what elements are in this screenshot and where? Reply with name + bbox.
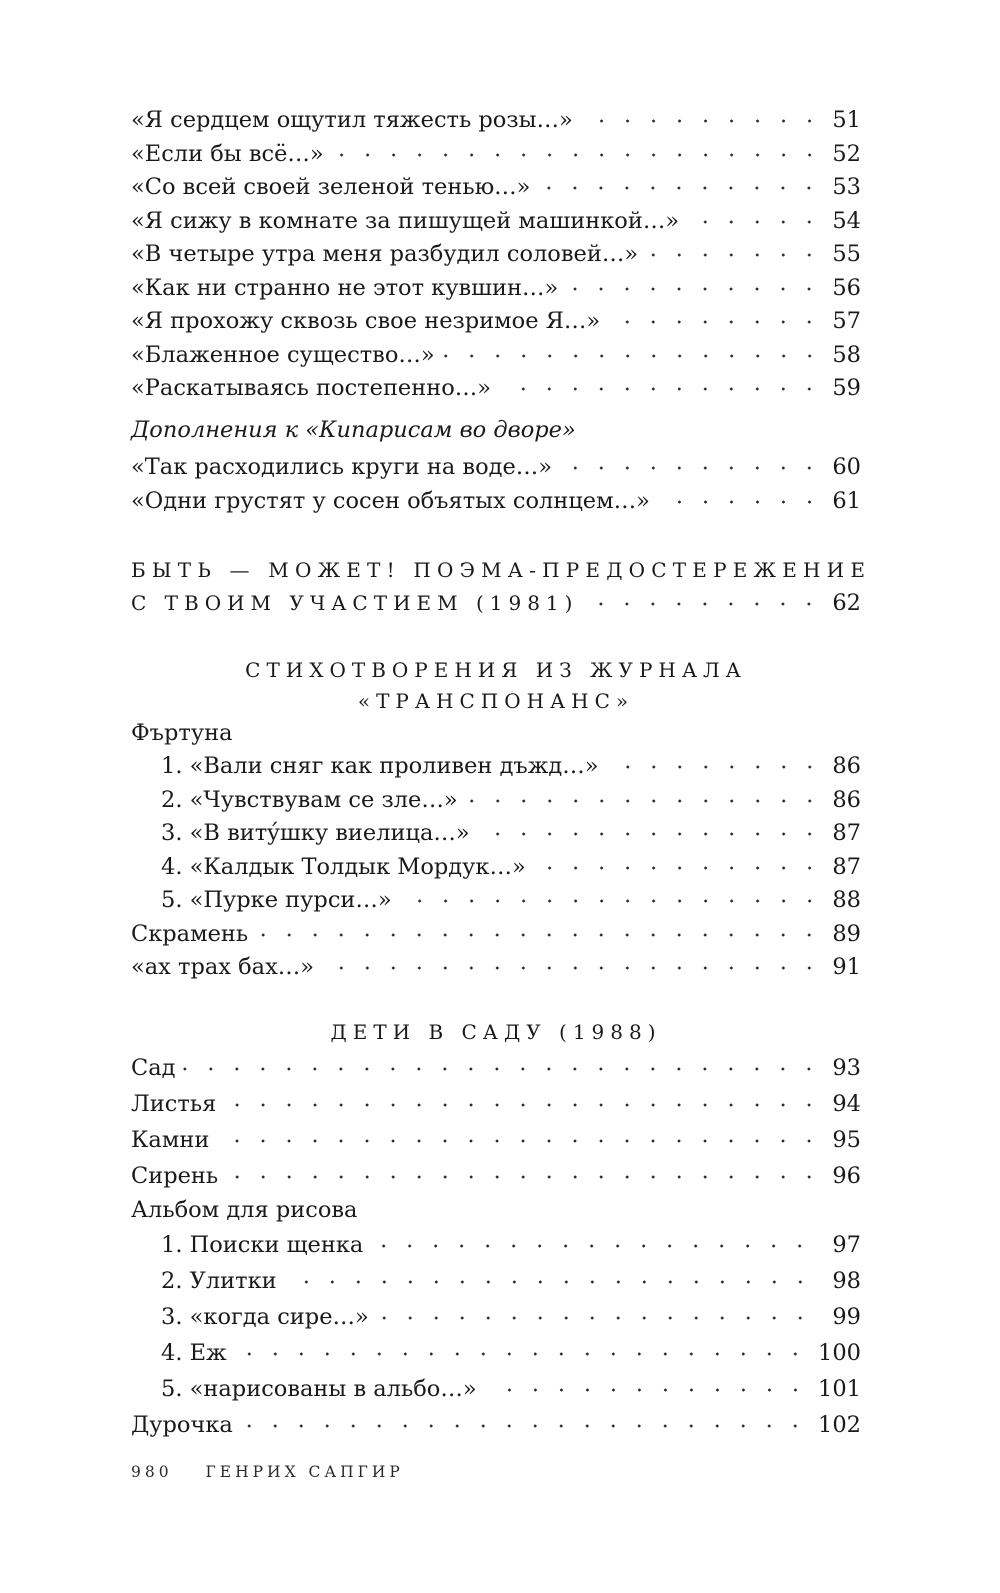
entry-title: 2. Улитки (161, 1268, 277, 1294)
toc-entry[interactable] (131, 1158, 861, 1194)
leader-dots (534, 863, 823, 873)
page-number: 95 (832, 1126, 861, 1153)
page-footer (131, 1463, 404, 1481)
leader-dots (235, 1349, 808, 1359)
entry-title: «Одни грустят у сосен объятых солнцем…» (131, 487, 650, 514)
page-number: 102 (818, 1412, 861, 1438)
page-number: 86 (832, 786, 861, 813)
toc-entry[interactable] (131, 171, 861, 205)
footer-page-number: 980 (131, 1463, 173, 1481)
toc-entry[interactable] (131, 587, 861, 621)
leader-dots (443, 351, 823, 361)
toc-entry[interactable] (131, 817, 861, 851)
toc-entry[interactable] (131, 1335, 861, 1371)
page-number: 52 (832, 140, 861, 167)
page-number: 55 (832, 241, 861, 267)
entry-title: 1. Поиски щенка (161, 1232, 364, 1258)
page-number: 93 (832, 1054, 861, 1081)
toc-group-journal (131, 918, 861, 985)
page-number: 86 (832, 753, 861, 779)
toc-entry[interactable] (131, 1122, 861, 1158)
page-number: 96 (832, 1162, 861, 1189)
entry-title: 3. «В витýшку виелица…» (161, 820, 470, 846)
leader-dots (241, 1421, 808, 1431)
page-number: 51 (832, 107, 861, 133)
leader-dots (646, 250, 822, 260)
toc-entry[interactable] (131, 1050, 861, 1086)
toc-group-garden (131, 1050, 861, 1194)
page-number: 94 (832, 1090, 861, 1117)
toc-entry[interactable] (131, 1263, 861, 1299)
entry-title: 4. Еж (161, 1340, 227, 1366)
leader-dots (332, 150, 823, 160)
toc-entry[interactable] (131, 339, 861, 373)
table-of-contents (131, 104, 872, 1443)
journal-heading-line1: СТИХОТВОРЕНИЯ ИЗ ЖУРНАЛА (245, 657, 747, 682)
toc-entry[interactable] (131, 1371, 861, 1407)
page-number: 88 (832, 887, 861, 913)
toc-entry[interactable] (131, 1299, 861, 1335)
page-number: 89 (832, 920, 861, 947)
entry-title: 1. «Вали сняг как проливен дъжд…» (161, 753, 599, 779)
toc-entry[interactable] (131, 851, 861, 885)
toc-entry[interactable] (131, 1086, 861, 1122)
page-number: 53 (832, 174, 861, 200)
entry-title: 5. «Пурке пурси…» (161, 887, 392, 913)
toc-entry[interactable] (131, 138, 861, 172)
page-number: 100 (818, 1340, 861, 1366)
entry-title: Дурочка (131, 1412, 233, 1438)
leader-dots (256, 930, 822, 940)
entry-title: 4. «Калдык Толдык Мордук…» (161, 853, 526, 880)
entry-title: «Я сердцем ощутил тяжесть розы…» (131, 107, 573, 133)
entry-title: 3. «когда сире…» (161, 1304, 369, 1330)
entry-title: «Раскатываясь постепенно…» (131, 375, 492, 401)
toc-group-supplement (131, 451, 861, 518)
toc-group-album (131, 1227, 861, 1407)
supplement-label: Дополнения к «Кипарисам во дворе» (131, 416, 576, 443)
page-number: 60 (832, 454, 861, 480)
leader-dots (371, 1241, 813, 1251)
page-number: 99 (832, 1304, 861, 1330)
leader-dots (217, 1136, 822, 1146)
footer-author: ГЕНРИХ САПГИР (205, 1463, 404, 1481)
leader-dots (183, 1064, 822, 1074)
entry-title: «ах трах бах…» (131, 954, 315, 980)
leader-dots (478, 829, 823, 839)
toc-group-cypresses (131, 104, 861, 406)
page-number: 56 (832, 274, 861, 301)
page-number: 91 (832, 954, 861, 980)
entry-title: «Так расходились круги на воде…» (131, 454, 553, 480)
toc-entry[interactable] (131, 272, 861, 306)
leader-dots (485, 1385, 808, 1395)
leader-dots (466, 796, 823, 806)
toc-group-last (131, 1407, 861, 1443)
page-number: 98 (832, 1268, 861, 1294)
toc-entry[interactable] (131, 451, 861, 485)
page-number: 59 (832, 375, 861, 401)
entry-title: «В четыре утра меня разбудил соловей…» (131, 241, 639, 267)
leader-dots (566, 284, 822, 294)
poem-heading-line1: БЫТЬ — МОЖЕТ! ПОЭМА-ПРЕДОСТЕРЕЖЕНИЕ (131, 558, 872, 582)
page-number: 87 (832, 853, 861, 880)
entry-title: Сирень (131, 1162, 219, 1189)
leader-dots (538, 183, 822, 193)
toc-entry[interactable] (131, 1407, 861, 1443)
page-number: 97 (832, 1232, 861, 1258)
page-number: 61 (832, 487, 861, 514)
toc-entry[interactable] (131, 205, 861, 239)
leader-dots (586, 599, 822, 609)
toc-entry[interactable] (131, 951, 861, 985)
toc-entry[interactable] (131, 104, 861, 138)
leader-dots (322, 963, 822, 973)
toc-entry[interactable] (131, 784, 861, 818)
album-label: Альбом для рисова (131, 1196, 358, 1223)
leader-dots (581, 116, 823, 126)
leader-dots (687, 217, 822, 227)
leader-dots (285, 1277, 813, 1287)
page-number: 87 (832, 820, 861, 846)
page-number: 57 (832, 308, 861, 334)
leader-dots (608, 317, 822, 327)
toc-entry[interactable] (131, 1227, 861, 1263)
journal-heading-line2: «ТРАНСПОНАНС» (357, 688, 635, 713)
entry-title: Скрамень (131, 920, 249, 947)
leader-dots (499, 384, 822, 394)
entry-title: «Я прохожу сквозь свое незримое Я…» (131, 308, 601, 334)
leader-dots (560, 463, 822, 473)
entry-title: 5. «нарисованы в альбо…» (161, 1376, 477, 1402)
toc-entry[interactable] (131, 918, 861, 952)
leader-dots (377, 1313, 813, 1323)
poem-heading-line2: С ТВОИМ УЧАСТИЕМ (1981) (131, 591, 579, 615)
entry-title: Листья (131, 1090, 217, 1117)
leader-dots (400, 896, 823, 906)
page-number: 54 (832, 207, 861, 234)
entry-title: «Со всей своей зеленой тенью…» (131, 174, 531, 200)
leader-dots (658, 497, 822, 507)
entry-title: «Я сижу в комнате за пишущей машинкой…» (131, 207, 680, 234)
toc-entry[interactable] (131, 305, 861, 339)
page-number: 101 (818, 1376, 861, 1402)
toc-group-furtuna (131, 750, 861, 918)
entry-title: «Если бы всё…» (131, 140, 324, 167)
entry-title: Камни (131, 1126, 210, 1153)
toc-entry[interactable] (131, 750, 861, 784)
furtuna-label: Фъртуна (131, 719, 233, 746)
leader-dots (226, 1172, 822, 1182)
garden-heading: ДЕТИ В САДУ (1988) (330, 1019, 662, 1044)
leader-dots (224, 1100, 822, 1110)
toc-entry[interactable] (131, 372, 861, 406)
toc-entry[interactable] (131, 884, 861, 918)
toc-entry[interactable] (131, 485, 861, 519)
entry-title: «Как ни странно не этот кувшин…» (131, 274, 559, 301)
page-number: 62 (832, 590, 861, 616)
entry-title: Сад (131, 1054, 176, 1081)
page-number: 58 (832, 341, 861, 368)
entry-title: 2. «Чувствувам се зле…» (161, 786, 458, 813)
entry-title: «Блаженное существо…» (131, 341, 435, 368)
leader-dots (607, 762, 823, 772)
toc-entry[interactable] (131, 238, 861, 272)
